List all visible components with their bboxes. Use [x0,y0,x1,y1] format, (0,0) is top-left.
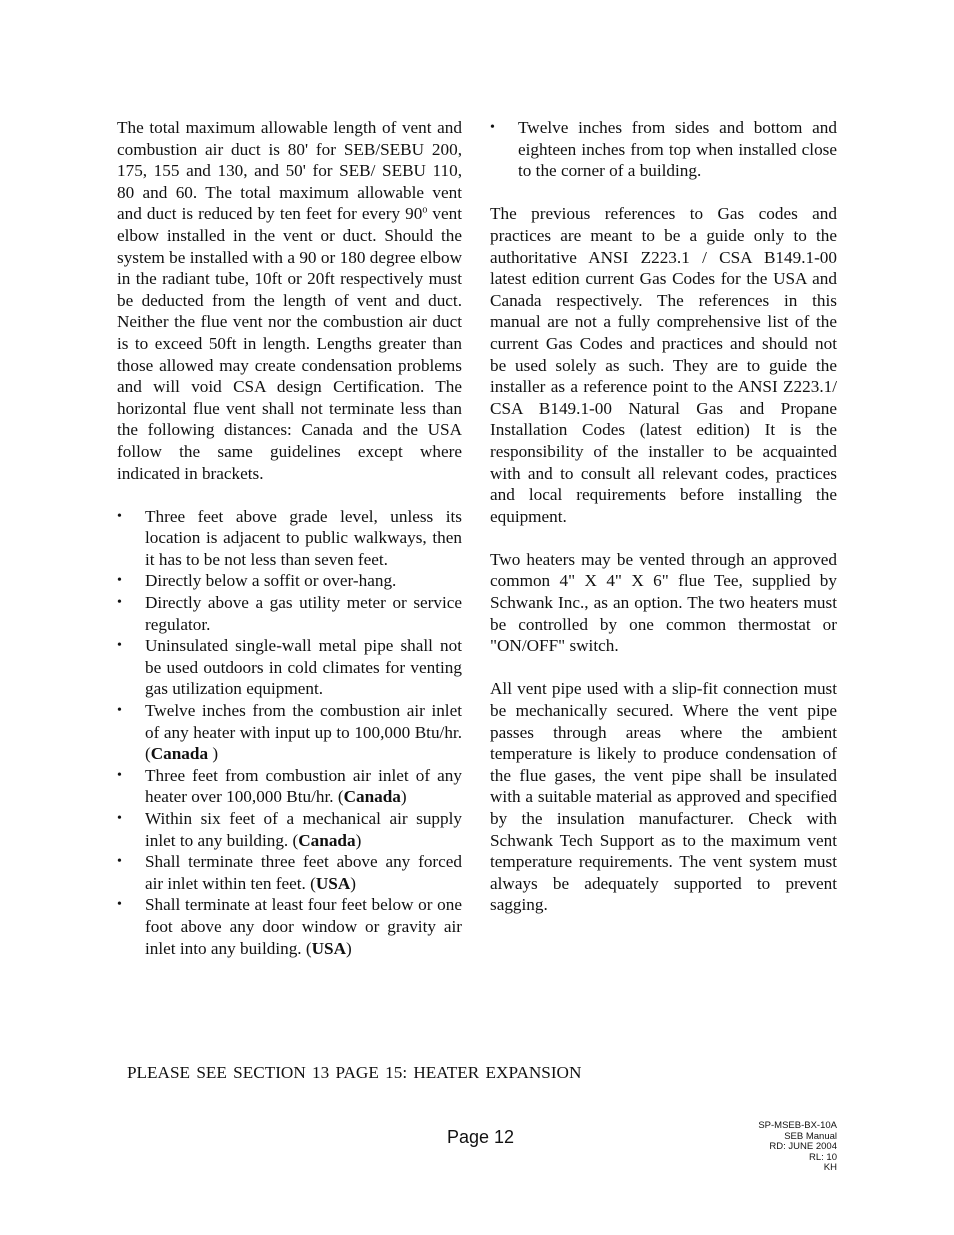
section-reference-notice: PLEASE SEE SECTION 13 PAGE 15: HEATER EXPANSION [127,1063,582,1082]
list-item: • Uninsulated single-wall metal pipe shall not be used outdoors in cold climates for venting gas utilization equipment. [117,635,462,700]
list-item: • Shall terminate at least four feet below or one foot above any door window or gravity air inlet into any building. (USA) [117,894,462,959]
manual-name: SEB Manual [784,1130,837,1142]
document-info [758,1121,837,1174]
list-item: • Three feet above grade level, unless its location is adjacent to public walkways, then it has to be not less than seven feet. [117,506,462,571]
list-item: • Three feet from combustion air inlet of any heater over 100,000 Btu/hr. (Canada) [117,765,462,808]
intro-paragraph: The total maximum allowable length of vent and combustion air duct is 80' for SEB/SEBU 200, 175, 155 and 130, and 50' for SEB/ SEBU 110, 80 and 60. The total maximum allowable vent and duct is reduced by ten feet for every 90$^o$ vent elbow installed in the vent or duct. Should the system be installed with a 90 or 180 degree elbow in the radiant tube, 10ft or 20ft respectively must be deducted from the length of vent and duct. Neither the flue vent nor the combustion air duct is to exceed 50ft in length. Lengths greater than those allowed may create condensation problems and will void CSA design Certification. The horizontal flue vent shall not terminate less than the following distances: Canada and the USA follow the same guidelines except where indicated in brackets. [117,118,462,483]
revision-level: RL: 10 [809,1151,837,1163]
distance-list [117,506,462,959]
common-vent-paragraph: Two heaters may be vented through an approved common 4" X 4" X 6" flue Tee, supplied by Schwank Inc., as an option. The two heaters must be controlled by one common thermostat or "ON/OFF" switch. [490,549,837,656]
list-item: • Twelve inches from the combustion air inlet of any heater with input up to 100,000 Btu/hr. (Canada ) [117,700,462,765]
list-item: • Directly above a gas utility meter or service regulator. [117,592,462,635]
vent-pipe-paragraph: All vent pipe used with a slip-fit connection must be mechanically secured. Where the vent pipe passes through areas where the ambient temperature is likely to produce condensation of the flue gases, the vent pipe shall be insulated with a suitable material as approved and specified by the insulation manufacturer. Check with Schwank Tech Support as to the maximum vent temperature requirements. The vent system must always be adequately supported to prevent sagging. [490,679,837,915]
page-number: Page 12 [447,1127,515,1147]
list-item: • Twelve inches from sides and bottom and eighteen inches from top when installed close to the corner of a building. [490,117,837,182]
list-item: • Directly below a soffit or over-hang. [117,570,462,592]
corner-distance-list [490,117,837,182]
doc-code: SP-MSEB-BX-10A [758,1120,837,1131]
list-item: • Within six feet of a mechanical air supply inlet to any building. (Canada) [117,808,462,851]
list-item: • Shall terminate three feet above any forced air inlet within ten feet. (USA) [117,851,462,894]
author-initials: KH [823,1162,837,1173]
revision-date: RD: JUNE 2004 [769,1141,837,1152]
left-column [117,117,462,959]
right-column [490,117,837,916]
gas-codes-paragraph: The previous references to Gas codes and practices are meant to be a guide only to the authoritative ANSI Z223.1 / CSA B149.1-00 latest edition current Gas Codes for the USA and Canada respectively. The references in this manual are not a fully comprehensive list of the current Gas Codes and practices and should not be used solely as such. They are to guide the installer as a reference point to the ANSI Z223.1/ CSA B149.1-00 Natural Gas and Propane Installation Codes (latest edition) It is the responsibility of the installer to be acquainted with and to consult all relevant codes, practices and local requirements before installing the equipment. [490,204,837,526]
